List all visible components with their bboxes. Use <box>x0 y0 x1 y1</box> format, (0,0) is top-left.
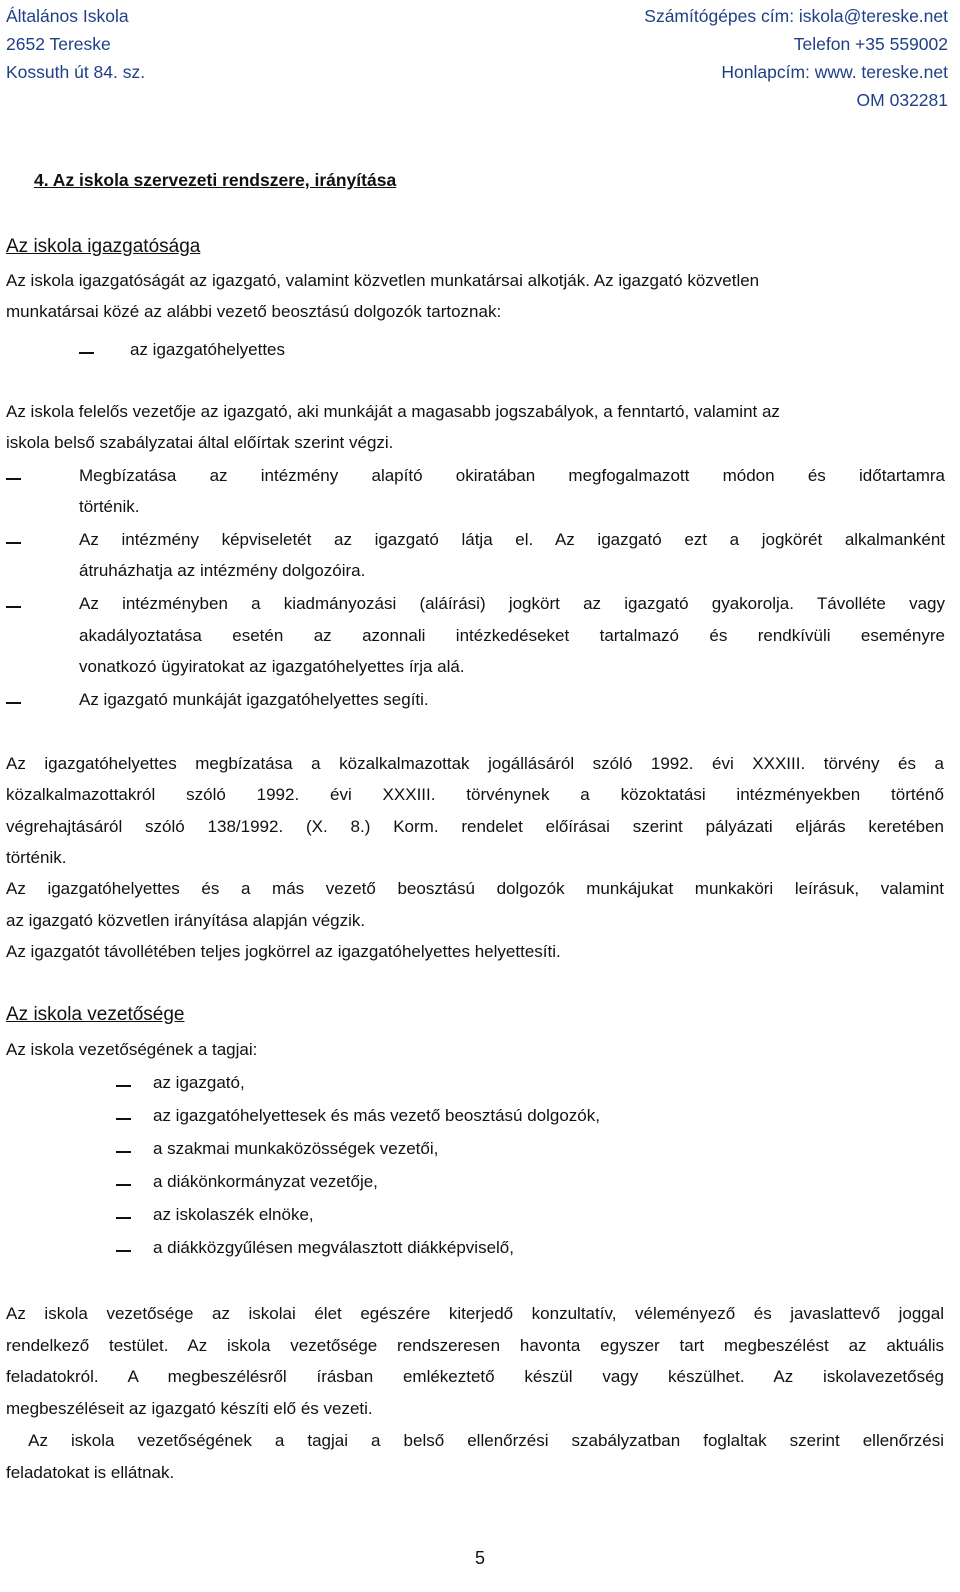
para3-line-1: Az igazgatóhelyettes megbízatása a közalkalmazottak jogállásáról szóló 1992. évi XXXIII. törvény és a <box>6 754 944 773</box>
member-item: az igazgató, <box>153 1073 245 1092</box>
member-item: az iskolaszék elnöke, <box>153 1205 314 1224</box>
vez-para-line-1: Az iskola vezetősége az iskolai élet egészére kiterjedő konzultatív, véleményező és javaslattevő joggal <box>6 1304 944 1323</box>
deputy-item: az igazgatóhelyettes <box>130 340 285 359</box>
contact-om-id: OM 032281 <box>856 90 948 110</box>
page-number: 5 <box>474 1548 485 1568</box>
para3-line-2: közalkalmazottakról szóló 1992. évi XXXIII. törvénynek a közoktatási intézményekben történő <box>6 785 944 804</box>
vez-para-line-4: megbeszéléseit az igazgató készíti elő és vezeti. <box>6 1399 373 1418</box>
bullet-4-line-1: Az igazgató munkáját igazgatóhelyettes segíti. <box>79 690 429 709</box>
para3-line-6: az igazgató közvetlen irányítása alapján végzik. <box>6 911 366 930</box>
section-title: 4. Az iskola szervezeti rendszere, irányítása <box>34 170 397 190</box>
letterhead <box>0 2 960 112</box>
para3-line-4: történik. <box>6 848 67 867</box>
letterhead-contact-info <box>644 2 948 114</box>
school-city: 2652 Tereske <box>6 34 111 54</box>
heading-vezetoseg: Az iskola vezetősége <box>6 1004 185 1025</box>
school-street: Kossuth út 84. sz. <box>6 62 146 82</box>
bullet-3-line-3: vonatkozó ügyiratokat az igazgatóhelyettes írja alá. <box>79 657 465 676</box>
intro-line-1: Az iskola igazgatóságát az igazgató, valamint közvetlen munkatársai alkotják. Az igazgató közvetlen <box>6 271 760 290</box>
para3-line-7: Az igazgatót távollétében teljes jogkörrel az igazgatóhelyettes helyettesíti. <box>6 942 561 961</box>
bullet-3-line-1: Az intézményben a kiadmányozási (aláírási) jogkört az igazgató gyakorolja. Távolléte vagy <box>79 594 945 613</box>
vez-para-line-6: feladatokat is ellátnak. <box>6 1463 175 1482</box>
bullet-1-line-1: Megbízatása az intézmény alapító okiratában megfogalmazott módon és időtartamra <box>79 466 945 485</box>
member-item: a diákközgyűlésen megválasztott diákképviselő, <box>153 1238 514 1257</box>
para3-line-3: végrehajtásáról szóló 138/1992. (X. 8.) Korm. rendelet előírásai szerint pályázati eljárás keretében <box>6 817 944 836</box>
intro-line-2: munkatársai közé az alábbi vezető beosztású dolgozók tartoznak: <box>6 302 502 321</box>
member-item: a diákönkormányzat vezetője, <box>153 1172 378 1191</box>
contact-website: Honlapcím: www. tereske.net <box>721 62 948 82</box>
vez-para-line-5: Az iskola vezetőségének a tagjai a belső ellenőrzési szabályzatban foglaltak szerint ellenőrzési <box>6 1431 944 1450</box>
bullet-1-line-2: történik. <box>79 497 140 516</box>
vez-para-line-2: rendelkező testület. Az iskola vezetősége rendszeresen havonta egyszer tart megbeszélést az aktuális <box>6 1336 944 1355</box>
letterhead-school-info <box>6 2 145 86</box>
para3-line-5: Az igazgatóhelyettes és a más vezető beosztású dolgozók munkájukat munkaköri leírásuk, valamint <box>6 879 944 898</box>
para2-line-2: iskola belső szabályzatai által előírtak szerint végzi. <box>6 433 394 452</box>
member-item: az igazgatóhelyettesek és más vezető beosztású dolgozók, <box>153 1106 600 1125</box>
bullet-2-line-1: Az intézmény képviseletét az igazgató látja el. Az igazgató ezt a jogkörét alkalmanként <box>79 530 945 549</box>
para2-line-1: Az iskola felelős vezetője az igazgató, aki munkáját a magasabb jogszabályok, a fenntartó, valamint az <box>6 402 780 421</box>
member-item: a szakmai munkaközösségek vezetői, <box>153 1139 439 1158</box>
school-name: Általános Iskola <box>6 6 129 26</box>
vezetoseg-intro: Az iskola vezetőségének a tagjai: <box>6 1040 258 1059</box>
contact-phone: Telefon +35 559002 <box>793 34 948 54</box>
vez-para-line-3: feladatokról. A megbeszélésről írásban emlékeztető készül vagy készülhet. Az iskolavezetőség <box>6 1367 944 1386</box>
contact-email: Számítógépes cím: iskola@tereske.net <box>644 6 948 26</box>
heading-igazgatosag: Az iskola igazgatósága <box>6 236 201 257</box>
bullet-2-line-2: átruházhatja az intézmény dolgozóira. <box>79 561 366 580</box>
bullet-3-line-2: akadályoztatása esetén az azonnali intézkedéseket tartalmazó és rendkívüli eseményre <box>79 626 945 645</box>
